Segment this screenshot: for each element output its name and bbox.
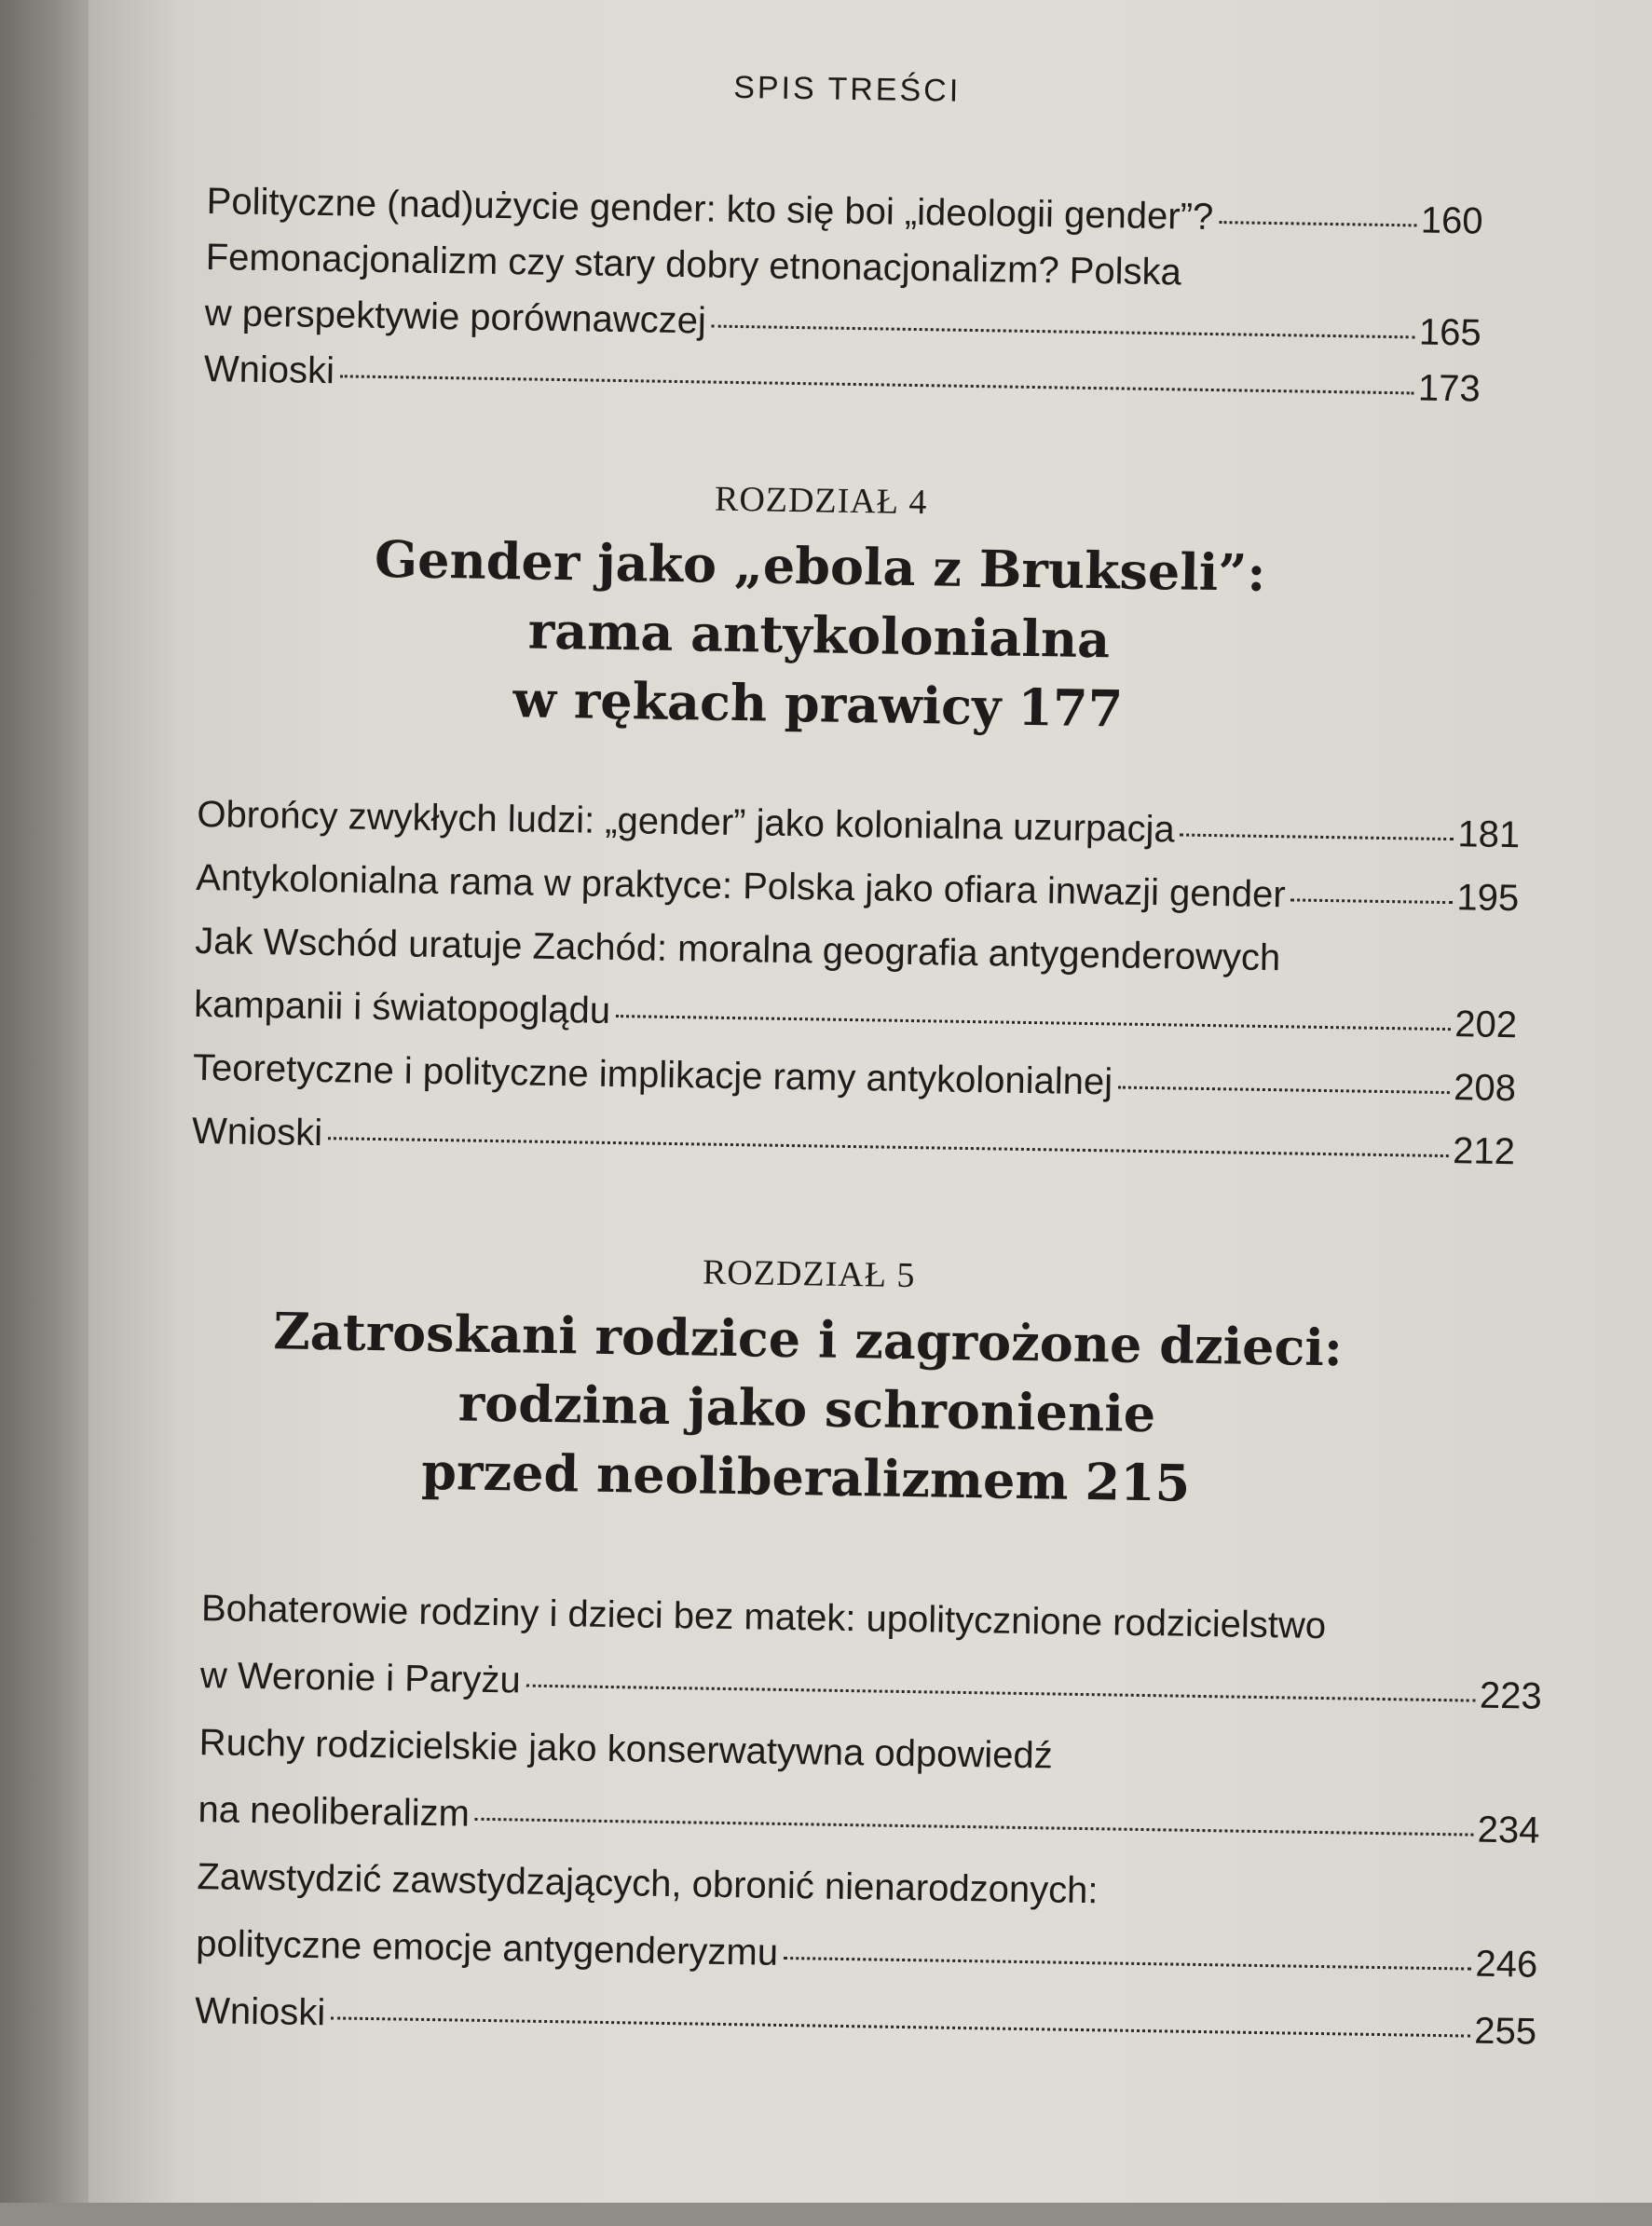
toc-section-chapter-4 — [192, 783, 1521, 1183]
toc-entry-page: 160 — [1420, 199, 1483, 242]
chapter-title-line: przed neoliberalizmem — [420, 1441, 1070, 1511]
chapter-5-page: 215 — [1085, 1452, 1191, 1513]
toc-entry-title-line1: Zawstydzić zawstydzających, obronić nienarodzonych: — [197, 1856, 1099, 1912]
toc-entry-title: w Weronie i Paryżu — [199, 1655, 522, 1701]
toc-entry-title: na neoliberalizm — [198, 1789, 471, 1835]
toc-entry-title: Polityczne (nad)użycie gender: kto się boi „ideologii gender”? — [206, 181, 1214, 239]
dot-leader — [712, 325, 1415, 339]
toc-entry-title-line1: Jak Wschód uratuje Zachód: moralna geografia antygenderowych — [194, 920, 1281, 979]
toc-entry-title-line1: Bohaterowie rodziny i dzieci bez matek: upolitycznione rodzicielstwo — [200, 1588, 1327, 1647]
dot-leader — [1118, 1086, 1450, 1095]
dot-leader — [331, 2016, 1470, 2037]
toc-entry-title: polityczne emocje antygenderyzmu — [196, 1923, 779, 1973]
toc-entry-page: 246 — [1475, 1943, 1538, 1986]
dot-leader — [328, 1137, 1449, 1157]
chapter-title-line: rama antykolonialna — [527, 600, 1111, 670]
chapter-5-label: ROZDZIAŁ 5 — [702, 1252, 916, 1296]
toc-entry-page: 202 — [1454, 1004, 1518, 1046]
toc-entry-page: 234 — [1477, 1809, 1540, 1851]
toc-entry-page: 195 — [1456, 877, 1520, 920]
dot-leader — [784, 1957, 1471, 1971]
chapter-title-line: Gender jako „ebola z Brukseli”: — [374, 528, 1266, 603]
chapter-title-line: rodzina jako schronienie — [457, 1372, 1156, 1444]
dot-leader — [1181, 834, 1454, 841]
chapter-4-page: 177 — [1017, 676, 1124, 739]
toc-entry-page: 165 — [1418, 311, 1482, 354]
chapter-title-line: w rękach prawicy — [512, 669, 1002, 737]
toc-section-chapter-5 — [195, 1575, 1544, 2066]
toc-entry-page: 255 — [1473, 2010, 1537, 2053]
dot-leader — [340, 375, 1414, 394]
toc-entry-title: w perspektywie porównawczej — [204, 293, 707, 342]
toc-entry-title: Wnioski — [194, 1990, 326, 2034]
dot-leader — [475, 1818, 1474, 1837]
chapter-5-title — [0, 1291, 1634, 1524]
toc-entry-page: 208 — [1453, 1067, 1517, 1110]
toc-entry-page: 212 — [1452, 1130, 1516, 1173]
toc-entry-title: Obrońcy zwykłych ludzi: „gender” jako kolonialna uzurpacja — [197, 793, 1176, 851]
toc-entry-title-line1: Ruchy rodzicielskie jako konserwatywna odpowiedź — [198, 1722, 1053, 1777]
toc-entry-page: 181 — [1457, 813, 1521, 856]
toc-entry-title: kampanii i światopoglądu — [193, 983, 611, 1031]
dot-leader — [1291, 898, 1454, 904]
dot-leader — [616, 1015, 1451, 1031]
running-head: SPIS TREŚCI — [732, 69, 962, 109]
toc-entry-title: Wnioski — [203, 348, 335, 392]
toc-entry-page: 173 — [1417, 367, 1481, 410]
chapter-4-title — [0, 519, 1646, 752]
toc-entry-title: Antykolonialna rama w praktyce: Polska jako ofiara inwazji gender — [195, 856, 1287, 916]
toc-entry-title: Wnioski — [191, 1110, 323, 1154]
toc-entry-page: 223 — [1479, 1674, 1543, 1717]
chapter-4-label: ROZDZIAŁ 4 — [714, 479, 928, 523]
toc-section-top — [203, 173, 1483, 417]
toc-entry-title: Teoretyczne i polityczne implikacje ramy antykolonialnej — [192, 1046, 1113, 1103]
dot-leader — [1219, 221, 1417, 226]
dot-leader — [526, 1685, 1476, 1702]
toc-entry-title-line1: Femonacjonalizm czy stary dobry etnonacjonalizm? Polska — [205, 237, 1182, 294]
chapter-title-line: Zatroskani rodzice i zagrożone dzieci: — [272, 1301, 1344, 1378]
